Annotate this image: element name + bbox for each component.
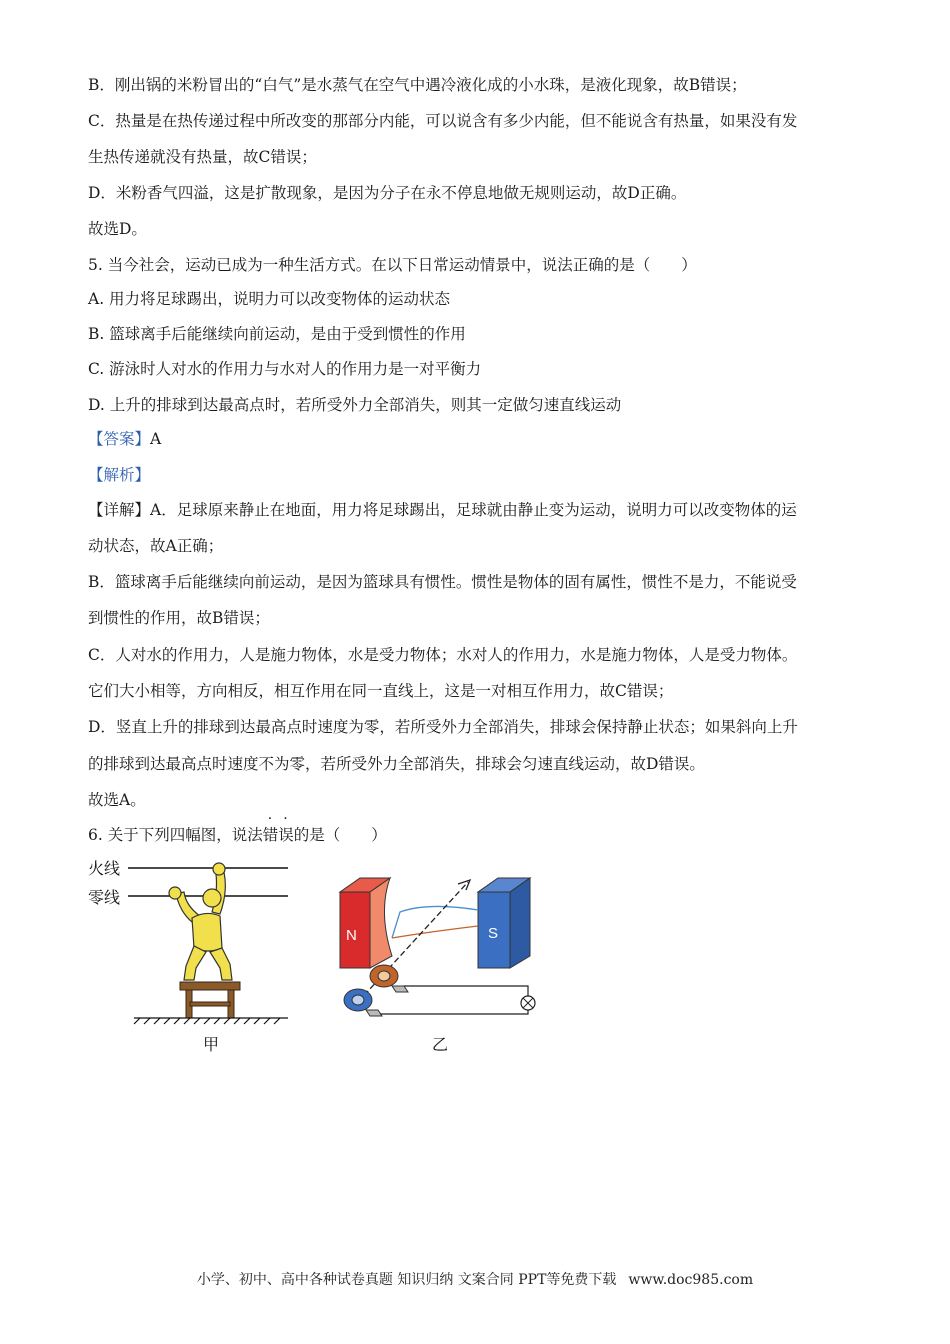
analysis-label: 【解析】 — [88, 466, 151, 484]
answer-line — [88, 428, 868, 450]
detail-line: B．篮球离手后能继续向前运动，是因为篮球具有惯性。惯性是物体的固有属性，惯性不是力，不能说受 — [88, 573, 797, 591]
detail-line: 它们大小相等，方向相反，相互作用在同一直线上，这是一对相互作用力，故C错误； — [88, 682, 674, 700]
emphasis-char: 错 — [262, 826, 279, 844]
figure-yi-caption: 乙 — [432, 1037, 449, 1054]
figures-svg — [88, 852, 558, 1062]
figure-yi — [340, 878, 535, 1054]
text-line: B．刚出锅的米粉冒出的“白气”是水蒸气在空气中遇冷液化成的小水珠，是液化现象，故B错误； — [88, 76, 747, 94]
question-5-stem: 5. 当今社会，运动已成为一种生活方式。在以下日常运动情景中，说法正确的是（ ） — [88, 256, 697, 274]
detail-line: 故选A。 — [88, 791, 146, 809]
person-figure — [169, 863, 232, 980]
text-line: 生热传递就没有热量，故C错误； — [88, 148, 317, 166]
south-label: S — [488, 925, 499, 942]
option-a: A. 用力将足球踢出，说明力可以改变物体的运动状态 — [88, 290, 451, 308]
footer-url[interactable]: www.doc985.com — [628, 1272, 754, 1288]
detail-line: 到惯性的作用，故B错误； — [88, 609, 270, 627]
answer-tag: 【答案】 — [88, 430, 151, 448]
detail-line: C．人对水的作用力，人是施力物体，水是受力物体；水对人的作用力，水是施力物体，人是受力物体。 — [88, 646, 798, 664]
live-wire-label: 火线 — [88, 861, 121, 878]
option-d: D. 上升的排球到达最高点时，若所受外力全部消失，则其一定做匀速直线运动 — [88, 396, 622, 414]
bulb-icon — [521, 996, 535, 1010]
question-6-stem — [88, 824, 868, 846]
q6-prefix: 6. 关于下列四幅图，说法 — [88, 826, 263, 844]
question-6-figures — [88, 852, 558, 1062]
text-line: C．热量是在热传递过程中所改变的那部分内能，可以说含有多少内能，但不能说含有热量，如果没有发 — [88, 112, 798, 130]
wooden-stool — [180, 982, 240, 1018]
detail-line: D．竖直上升的排球到达最高点时速度为零，若所受外力全部消失，排球会保持静止状态；如果斜向上升 — [88, 718, 798, 736]
north-magnet — [340, 878, 392, 968]
south-magnet — [478, 878, 530, 968]
detail-text: A．足球原来静止在地面，用力将足球踢出，足球就由静止变为运动，说明力可以改变物体的运 — [150, 501, 797, 519]
option-b: B. 篮球离手后能继续向前运动，是由于受到惯性的作用 — [88, 325, 466, 343]
q6-suffix: 的是（ ） — [293, 826, 387, 844]
ground — [134, 1018, 288, 1024]
page-footer — [0, 1270, 950, 1290]
figure-jia — [88, 860, 288, 1054]
text-line: D．米粉香气四溢，这是扩散现象，是因为分子在永不停息地做无规则运动，故D正确。 — [88, 184, 687, 202]
emphasis-char: 误 — [278, 826, 294, 844]
neutral-wire-label: 零线 — [88, 890, 121, 907]
north-label: N — [346, 927, 357, 944]
analysis-tag — [88, 464, 868, 486]
option-c: C. 游泳时人对水的作用力与水对人的作用力是一对平衡力 — [88, 360, 482, 378]
footer-text: 小学、初中、高中各种试卷真题 知识归纳 文案合同 PPT等免费下载 — [196, 1272, 617, 1288]
text-line: 故选D。 — [88, 220, 147, 238]
detail-line: 的排球到达最高点时速度不为零，若所受外力全部消失，排球会匀速直线运动，故D错误。 — [88, 755, 705, 773]
detail-tag: 【详解】 — [88, 501, 151, 519]
slip-rings — [344, 965, 408, 1016]
detail-line: 动状态，故A正确； — [88, 537, 224, 555]
figure-jia-caption: 甲 — [203, 1037, 220, 1054]
answer-value: A — [150, 430, 162, 448]
detail-first-line — [88, 499, 868, 521]
